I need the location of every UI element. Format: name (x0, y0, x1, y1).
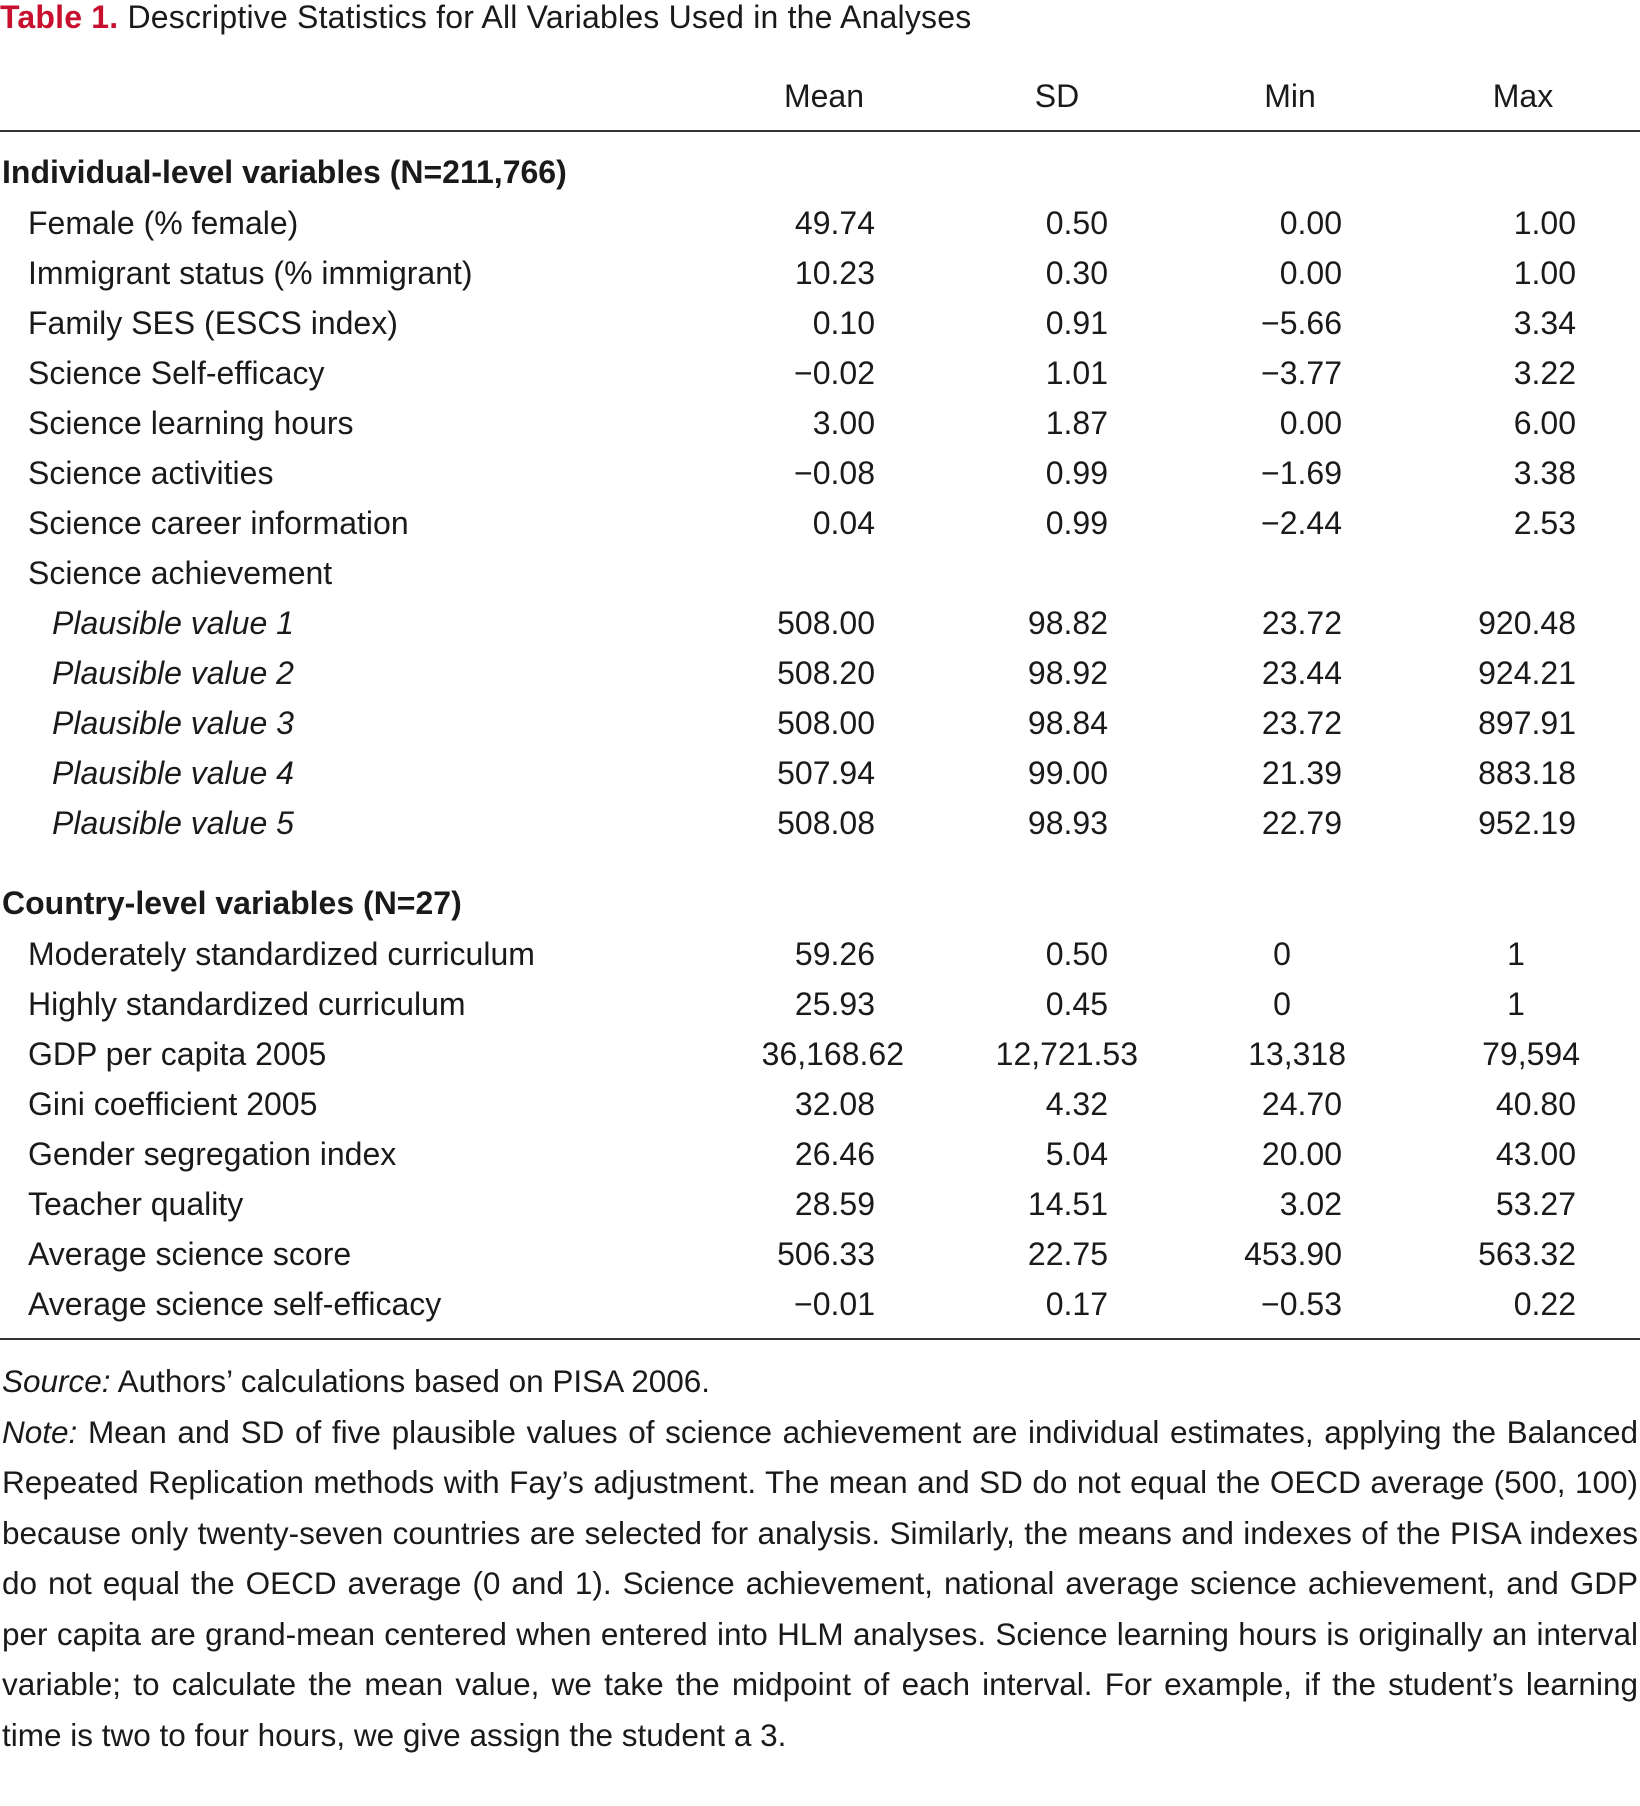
table-row (0, 1284, 1640, 1324)
cell-min: −0.53 (1261, 1286, 1342, 1322)
cell-min: 23.44 (1261, 655, 1342, 691)
cell-min: 3.02 (1279, 1186, 1342, 1222)
row-label: Plausible value 2 (52, 655, 294, 691)
cell-mean: 59.26 (794, 936, 875, 972)
table-row (0, 553, 1640, 593)
table-row (0, 1084, 1640, 1124)
column-header-mean: Mean (783, 78, 865, 114)
cell-sd: 0.50 (1045, 936, 1108, 972)
source-label: Source: (2, 1363, 111, 1399)
cell-min: 13,318 (1248, 1036, 1346, 1072)
cell-min: −5.66 (1261, 305, 1342, 341)
cell-sd: 4.32 (1045, 1086, 1108, 1122)
cell-mean: 0.04 (812, 505, 875, 541)
cell-min: 0 (1273, 936, 1291, 972)
row-label: Gender segregation index (28, 1136, 397, 1172)
row-label: Plausible value 5 (52, 805, 294, 841)
cell-min: 23.72 (1261, 605, 1342, 641)
cell-min: 21.39 (1261, 755, 1342, 791)
cell-max: 1.00 (1513, 205, 1576, 241)
cell-sd: 1.01 (1045, 355, 1108, 391)
row-label: Science learning hours (28, 405, 354, 441)
table-caption (0, 0, 971, 40)
cell-min: 0.00 (1279, 205, 1342, 241)
row-label: Immigrant status (% immigrant) (28, 255, 473, 291)
cell-sd: 0.30 (1045, 255, 1108, 291)
table-row (0, 253, 1640, 293)
cell-max: 3.22 (1513, 355, 1576, 391)
table-row (0, 1134, 1640, 1174)
cell-max: 79,594 (1482, 1036, 1580, 1072)
row-label: Plausible value 3 (52, 705, 294, 741)
table-row (0, 803, 1640, 843)
cell-min: 20.00 (1261, 1136, 1342, 1172)
source-text: Authors’ calculations based on PISA 2006. (110, 1363, 711, 1399)
cell-max: 1 (1507, 986, 1525, 1022)
cell-sd: 14.51 (1027, 1186, 1108, 1222)
cell-max: 3.38 (1513, 455, 1576, 491)
cell-sd: 98.84 (1027, 705, 1108, 741)
row-label: Moderately standardized curriculum (28, 936, 535, 972)
table-row (0, 653, 1640, 693)
column-header-min: Min (1264, 78, 1316, 114)
cell-mean: 32.08 (794, 1086, 875, 1122)
row-label: Gini coefficient 2005 (28, 1086, 318, 1122)
cell-max: 6.00 (1513, 405, 1576, 441)
cell-min: 0.00 (1279, 255, 1342, 291)
cell-sd: 0.45 (1045, 986, 1108, 1022)
cell-sd: 99.00 (1027, 755, 1108, 791)
cell-mean: −0.01 (794, 1286, 875, 1322)
table-row (0, 1184, 1640, 1224)
cell-mean: 28.59 (794, 1186, 875, 1222)
table-row (0, 303, 1640, 343)
table-row (0, 503, 1640, 543)
row-label: Science achievement (28, 555, 333, 591)
section-title-individual: Individual-level variables (N=211,766) (2, 154, 567, 190)
table-number: Table 1. (0, 0, 119, 35)
cell-mean: 36,168.62 (761, 1036, 904, 1072)
cell-mean: 26.46 (794, 1136, 875, 1172)
cell-max: 924.21 (1478, 655, 1576, 691)
cell-mean: 507.94 (777, 755, 875, 791)
cell-mean: 3.00 (812, 405, 875, 441)
cell-max: 952.19 (1478, 805, 1576, 841)
table-row (0, 703, 1640, 743)
section-title-country: Country-level variables (N=27) (2, 885, 462, 921)
cell-mean: 508.08 (777, 805, 875, 841)
footer-rule (0, 1338, 1640, 1340)
table-row (0, 753, 1640, 793)
table-row (0, 1234, 1640, 1274)
cell-min: −1.69 (1261, 455, 1342, 491)
table-row (0, 603, 1640, 643)
column-header-max: Max (1492, 78, 1554, 114)
table-notes (2, 1356, 1638, 1760)
cell-mean: 49.74 (794, 205, 875, 241)
row-label: Family SES (ESCS index) (28, 305, 398, 341)
cell-max: 920.48 (1478, 605, 1576, 641)
note-text: Mean and SD of five plausible values of science achievement are individual estimates, applying the Balanced Repeated Replication methods with Fay’s adjustment. The mean and SD do not equal the OECD average (500, 100) because only twenty-seven countries are selected for analysis. Similarly, the means and indexes of the PISA indexes do not equal the OECD average (0 and 1). Science achievement, national average science achievement, and GDP per capita are grand-mean centered when entered into HLM analyses. Science learning hours is originally an interval variable; to calculate the mean value, we take the midpoint of each interval. For example, if the student’s learning time is two to four hours, we give assign the student a 3. (2, 1413, 1638, 1753)
cell-sd: 22.75 (1027, 1236, 1108, 1272)
cell-sd: 98.82 (1027, 605, 1108, 641)
table-row (0, 1034, 1640, 1074)
column-header-sd: SD (1034, 78, 1080, 114)
cell-sd: 12,721.53 (995, 1036, 1138, 1072)
cell-sd: 0.99 (1045, 505, 1108, 541)
cell-sd: 0.91 (1045, 305, 1108, 341)
row-label: Science career information (28, 505, 409, 541)
cell-max: 563.32 (1478, 1236, 1576, 1272)
cell-max: 3.34 (1513, 305, 1576, 341)
note-paragraph (2, 1407, 1638, 1761)
cell-min: 0.00 (1279, 405, 1342, 441)
cell-sd: 98.93 (1027, 805, 1108, 841)
cell-sd: 98.92 (1027, 655, 1108, 691)
cell-mean: 508.00 (777, 605, 875, 641)
source-note (2, 1356, 1638, 1407)
table-title: Descriptive Statistics for All Variables Used in the Analyses (118, 0, 972, 35)
cell-min: −3.77 (1261, 355, 1342, 391)
cell-mean: −0.08 (794, 455, 875, 491)
row-label: Plausible value 4 (52, 755, 294, 791)
cell-max: 883.18 (1478, 755, 1576, 791)
table-row (0, 934, 1640, 974)
cell-sd: 0.99 (1045, 455, 1108, 491)
cell-max: 1.00 (1513, 255, 1576, 291)
row-label: Science activities (28, 455, 274, 491)
row-label: Plausible value 1 (52, 605, 294, 641)
cell-mean: 0.10 (812, 305, 875, 341)
table-row (0, 984, 1640, 1024)
cell-sd: 1.87 (1045, 405, 1108, 441)
cell-mean: −0.02 (794, 355, 875, 391)
table-row (0, 203, 1640, 243)
cell-min: −2.44 (1261, 505, 1342, 541)
row-label: Average science self-efficacy (28, 1286, 442, 1322)
row-label: Science Self-efficacy (28, 355, 325, 391)
cell-min: 0 (1273, 986, 1291, 1022)
cell-max: 40.80 (1495, 1086, 1576, 1122)
row-label: Teacher quality (28, 1186, 244, 1222)
note-label: Note: (2, 1413, 78, 1450)
table-row (0, 453, 1640, 493)
cell-mean: 10.23 (794, 255, 875, 291)
cell-max: 1 (1507, 936, 1525, 972)
cell-max: 0.22 (1513, 1286, 1576, 1322)
cell-max: 43.00 (1495, 1136, 1576, 1172)
table-row (0, 403, 1640, 443)
cell-min: 453.90 (1244, 1236, 1342, 1272)
cell-mean: 508.20 (777, 655, 875, 691)
cell-max: 53.27 (1495, 1186, 1576, 1222)
cell-sd: 0.50 (1045, 205, 1108, 241)
cell-mean: 508.00 (777, 705, 875, 741)
cell-sd: 5.04 (1045, 1136, 1108, 1172)
cell-min: 24.70 (1261, 1086, 1342, 1122)
table-row (0, 353, 1640, 393)
row-label: Highly standardized curriculum (28, 986, 466, 1022)
cell-sd: 0.17 (1045, 1286, 1108, 1322)
row-label: Female (% female) (28, 205, 299, 241)
row-label: GDP per capita 2005 (28, 1036, 327, 1072)
cell-min: 23.72 (1261, 705, 1342, 741)
cell-max: 2.53 (1513, 505, 1576, 541)
cell-mean: 506.33 (777, 1236, 875, 1272)
row-label: Average science score (28, 1236, 352, 1272)
header-rule (0, 130, 1640, 132)
cell-mean: 25.93 (794, 986, 875, 1022)
cell-min: 22.79 (1261, 805, 1342, 841)
cell-max: 897.91 (1478, 705, 1576, 741)
